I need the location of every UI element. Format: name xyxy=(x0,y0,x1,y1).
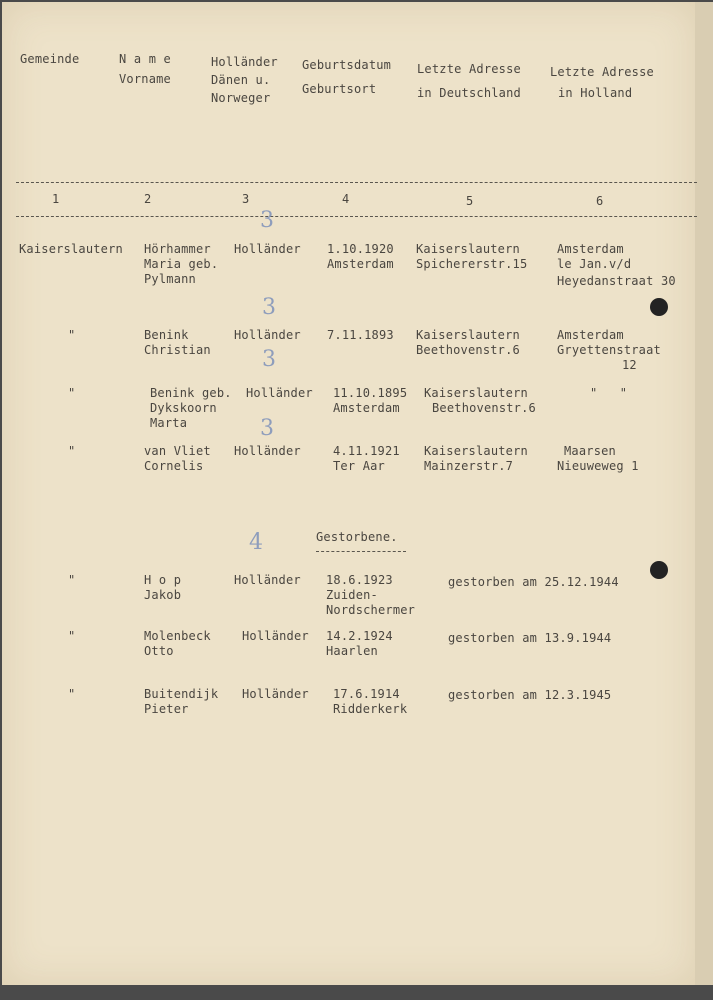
person-gemeinde: " xyxy=(68,328,76,342)
column-number-3: 3 xyxy=(242,192,250,206)
person-address-nl: 12 xyxy=(622,358,637,372)
deceased-birthplace: Ridderkerk xyxy=(333,702,408,716)
deceased-gemeinde: " xyxy=(68,629,76,643)
person-birthplace: Amsterdam xyxy=(333,401,400,415)
pencil-mark: 3 xyxy=(260,208,275,233)
person-name-line: Cornelis xyxy=(144,459,204,473)
person-gemeinde: " xyxy=(68,444,76,458)
header-rule-bottom xyxy=(16,216,697,217)
person-address-nl: le Jan.v/d xyxy=(557,257,632,271)
person-address-de: Spichererstr.15 xyxy=(416,257,528,271)
column-number-4: 4 xyxy=(342,192,350,206)
header-holland: in Holland xyxy=(558,86,633,100)
deceased-birthplace: Nordschermer xyxy=(326,603,416,617)
person-address-nl: Gryettenstraat xyxy=(557,343,661,357)
person-name-line: Benink xyxy=(144,328,189,342)
pencil-mark: 3 xyxy=(262,295,277,320)
person-name-line: van Vliet xyxy=(144,444,211,458)
deceased-gemeinde: " xyxy=(68,573,76,587)
person-birthplace: Ter Aar xyxy=(333,459,385,473)
person-name-line: Pylmann xyxy=(144,272,196,286)
deceased-name-line: Molenbeck xyxy=(144,629,211,643)
column-number-6: 6 xyxy=(596,194,604,208)
deceased-birthdate: 17.6.1914 xyxy=(333,687,400,701)
column-number-1: 1 xyxy=(52,192,60,206)
deceased-death-date: gestorben am 25.12.1944 xyxy=(448,575,619,589)
deceased-heading: Gestorbene. xyxy=(316,530,398,544)
person-address-nl: Heyedanstraat 30 xyxy=(557,274,676,288)
column-number-2: 2 xyxy=(144,192,152,206)
person-gemeinde: " xyxy=(68,386,76,400)
person-name-line: Marta xyxy=(150,416,188,430)
deceased-nationality: Holländer xyxy=(242,687,309,701)
punch-hole xyxy=(650,298,668,316)
header-deutschland: in Deutschland xyxy=(417,86,521,100)
pencil-mark: 3 xyxy=(260,416,275,441)
punch-hole xyxy=(650,561,668,579)
deceased-nationality: Holländer xyxy=(234,573,301,587)
person-address-nl: Nieuweweg 1 xyxy=(557,459,639,473)
deceased-heading-underline xyxy=(316,551,406,552)
header-gemeinde: Gemeinde xyxy=(20,52,80,66)
person-address-de: Kaiserslautern xyxy=(416,328,520,342)
scan-edge-strip xyxy=(695,2,713,985)
deceased-death-date: gestorben am 13.9.1944 xyxy=(448,631,612,645)
column-number-5: 5 xyxy=(466,194,474,208)
deceased-name-line: Otto xyxy=(144,644,174,658)
person-address-de: Mainzerstr.7 xyxy=(424,459,514,473)
person-birthdate: 11.10.1895 xyxy=(333,386,408,400)
person-nationality: Holländer xyxy=(234,444,301,458)
person-address-nl: " " xyxy=(590,386,628,400)
person-birthplace: Amsterdam xyxy=(327,257,394,271)
deceased-name-line: Buitendijk xyxy=(144,687,219,701)
pencil-mark: 4 xyxy=(249,530,264,555)
person-name-line: Christian xyxy=(144,343,211,357)
person-address-nl: Amsterdam xyxy=(557,242,624,256)
header-vorname: Vorname xyxy=(119,72,171,86)
person-address-de: Beethovenstr.6 xyxy=(416,343,520,357)
deceased-name-line: Jakob xyxy=(144,588,182,602)
person-address-nl: Maarsen xyxy=(564,444,616,458)
person-gemeinde: Kaiserslautern xyxy=(19,242,123,256)
person-address-de: Beethovenstr.6 xyxy=(432,401,536,415)
header-daenen: Dänen u. xyxy=(211,73,271,87)
deceased-birthplace: Haarlen xyxy=(326,644,378,658)
header-geburtsort: Geburtsort xyxy=(302,82,377,96)
person-name-line: Hörhammer xyxy=(144,242,211,256)
person-nationality: Holländer xyxy=(234,242,301,256)
person-address-de: Kaiserslautern xyxy=(416,242,520,256)
header-geburtsdatum: Geburtsdatum xyxy=(302,58,392,72)
person-address-de: Kaiserslautern xyxy=(424,444,528,458)
header-rule-top xyxy=(16,182,697,183)
person-address-nl: Amsterdam xyxy=(557,328,624,342)
person-name-line: Dykskoorn xyxy=(150,401,217,415)
person-address-de: Kaiserslautern xyxy=(424,386,528,400)
deceased-nationality: Holländer xyxy=(242,629,309,643)
person-birthdate: 1.10.1920 xyxy=(327,242,394,256)
deceased-birthplace: Zuiden- xyxy=(326,588,378,602)
deceased-birthdate: 18.6.1923 xyxy=(326,573,393,587)
person-nationality: Holländer xyxy=(246,386,313,400)
header-norweger: Norweger xyxy=(211,91,271,105)
person-nationality: Holländer xyxy=(234,328,301,342)
header-hollaender: Holländer xyxy=(211,55,278,69)
document-page xyxy=(2,2,695,985)
header-adresse-de: Letzte Adresse xyxy=(417,62,521,76)
deceased-death-date: gestorben am 12.3.1945 xyxy=(448,688,612,702)
header-adresse-nl: Letzte Adresse xyxy=(550,65,654,79)
deceased-gemeinde: " xyxy=(68,687,76,701)
person-name-line: Benink geb. xyxy=(150,386,232,400)
deceased-name-line: Pieter xyxy=(144,702,189,716)
header-name: N a m e xyxy=(119,52,171,66)
person-birthdate: 7.11.1893 xyxy=(327,328,394,342)
deceased-birthdate: 14.2.1924 xyxy=(326,629,393,643)
person-birthdate: 4.11.1921 xyxy=(333,444,400,458)
pencil-mark: 3 xyxy=(262,347,277,372)
deceased-name-line: H o p xyxy=(144,573,182,587)
person-name-line: Maria geb. xyxy=(144,257,219,271)
